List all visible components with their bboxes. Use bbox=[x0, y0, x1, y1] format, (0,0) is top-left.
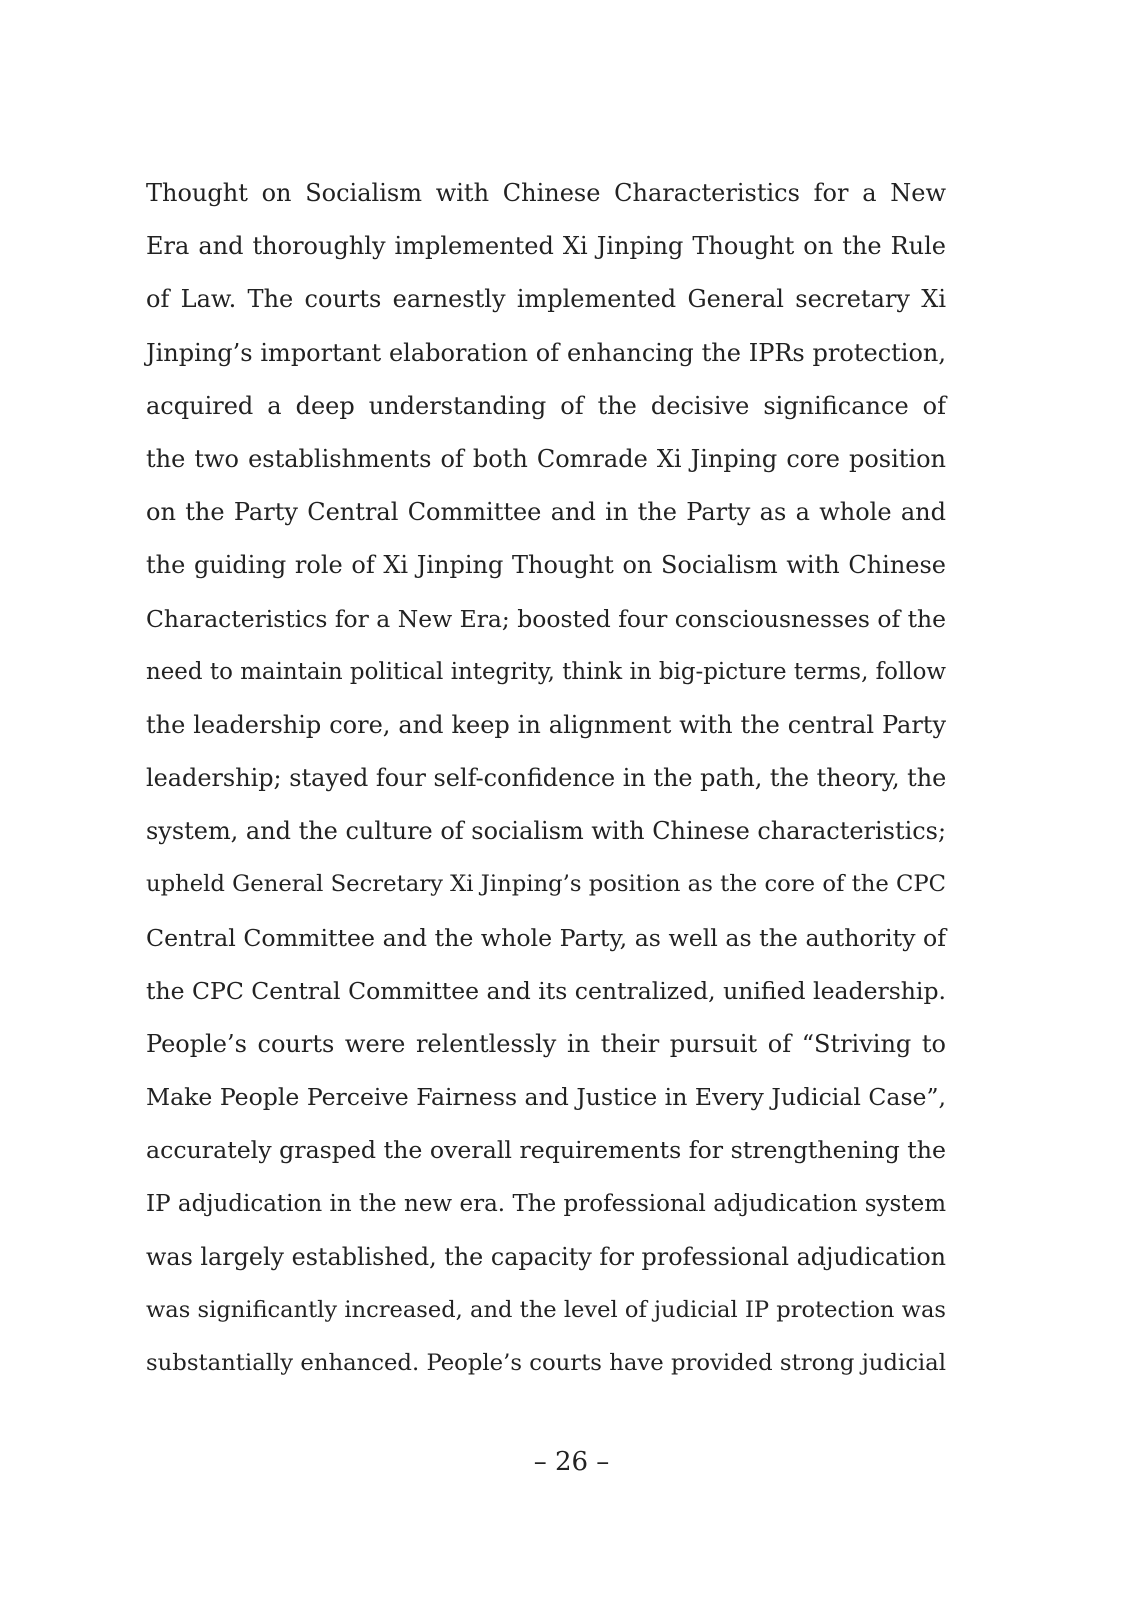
text-line: IP adjudication in the new era. The professional adjudication system bbox=[146, 1190, 946, 1217]
text-line: acquired a deep understanding of the decisive significance of bbox=[146, 391, 946, 420]
text-line: leadership; stayed four self-confidence in the path, the theory, the bbox=[146, 764, 947, 793]
text-line: accurately grasped the overall requirements for strengthening the bbox=[146, 1136, 946, 1165]
text-line: of Law. The courts earnestly implemented General secretary Xi bbox=[146, 285, 946, 314]
text-line: was significantly increased, and the level of judicial IP protection was bbox=[146, 1296, 946, 1323]
text-line: People’s courts were relentlessly in their pursuit of “Striving to bbox=[146, 1030, 946, 1058]
text-line: Central Committee and the whole Party, as well as the authority of bbox=[146, 923, 946, 952]
text-line: the two establishments of both Comrade Xi Jinping core position bbox=[146, 444, 946, 473]
text-line: the guiding role of Xi Jinping Thought on Socialism with Chinese bbox=[146, 551, 946, 580]
text-line: need to maintain political integrity, think in big-picture terms, follow bbox=[146, 658, 946, 685]
text-line: on the Party Central Committee and in the Party as a whole and bbox=[146, 498, 946, 527]
text-line: was largely established, the capacity for professional adjudication bbox=[146, 1242, 946, 1271]
body-paragraph bbox=[146, 167, 946, 1390]
text-line: Jinping’s important elaboration of enhancing the IPRs protection, bbox=[146, 338, 946, 367]
page-number: – 26 – bbox=[533, 1447, 610, 1477]
text-line: Thought on Socialism with Chinese Characteristics for a New bbox=[146, 179, 946, 207]
text-line: the CPC Central Committee and its centralized, unified leadership. bbox=[146, 976, 946, 1005]
text-line: Make People Perceive Fairness and Justice in Every Judicial Case”, bbox=[146, 1083, 946, 1112]
text-line: substantially enhanced. People’s courts have provided strong judicial bbox=[146, 1350, 946, 1377]
text-line: Era and thoroughly implemented Xi Jinping Thought on the Rule bbox=[146, 232, 946, 261]
text-line: upheld General Secretary Xi Jinping’s position as the core of the CPC bbox=[146, 871, 946, 898]
text-line: Characteristics for a New Era; boosted four consciousnesses of the bbox=[146, 604, 946, 633]
text-line: system, and the culture of socialism with Chinese characteristics; bbox=[146, 817, 947, 846]
text-line: the leadership core, and keep in alignment with the central Party bbox=[146, 710, 946, 739]
